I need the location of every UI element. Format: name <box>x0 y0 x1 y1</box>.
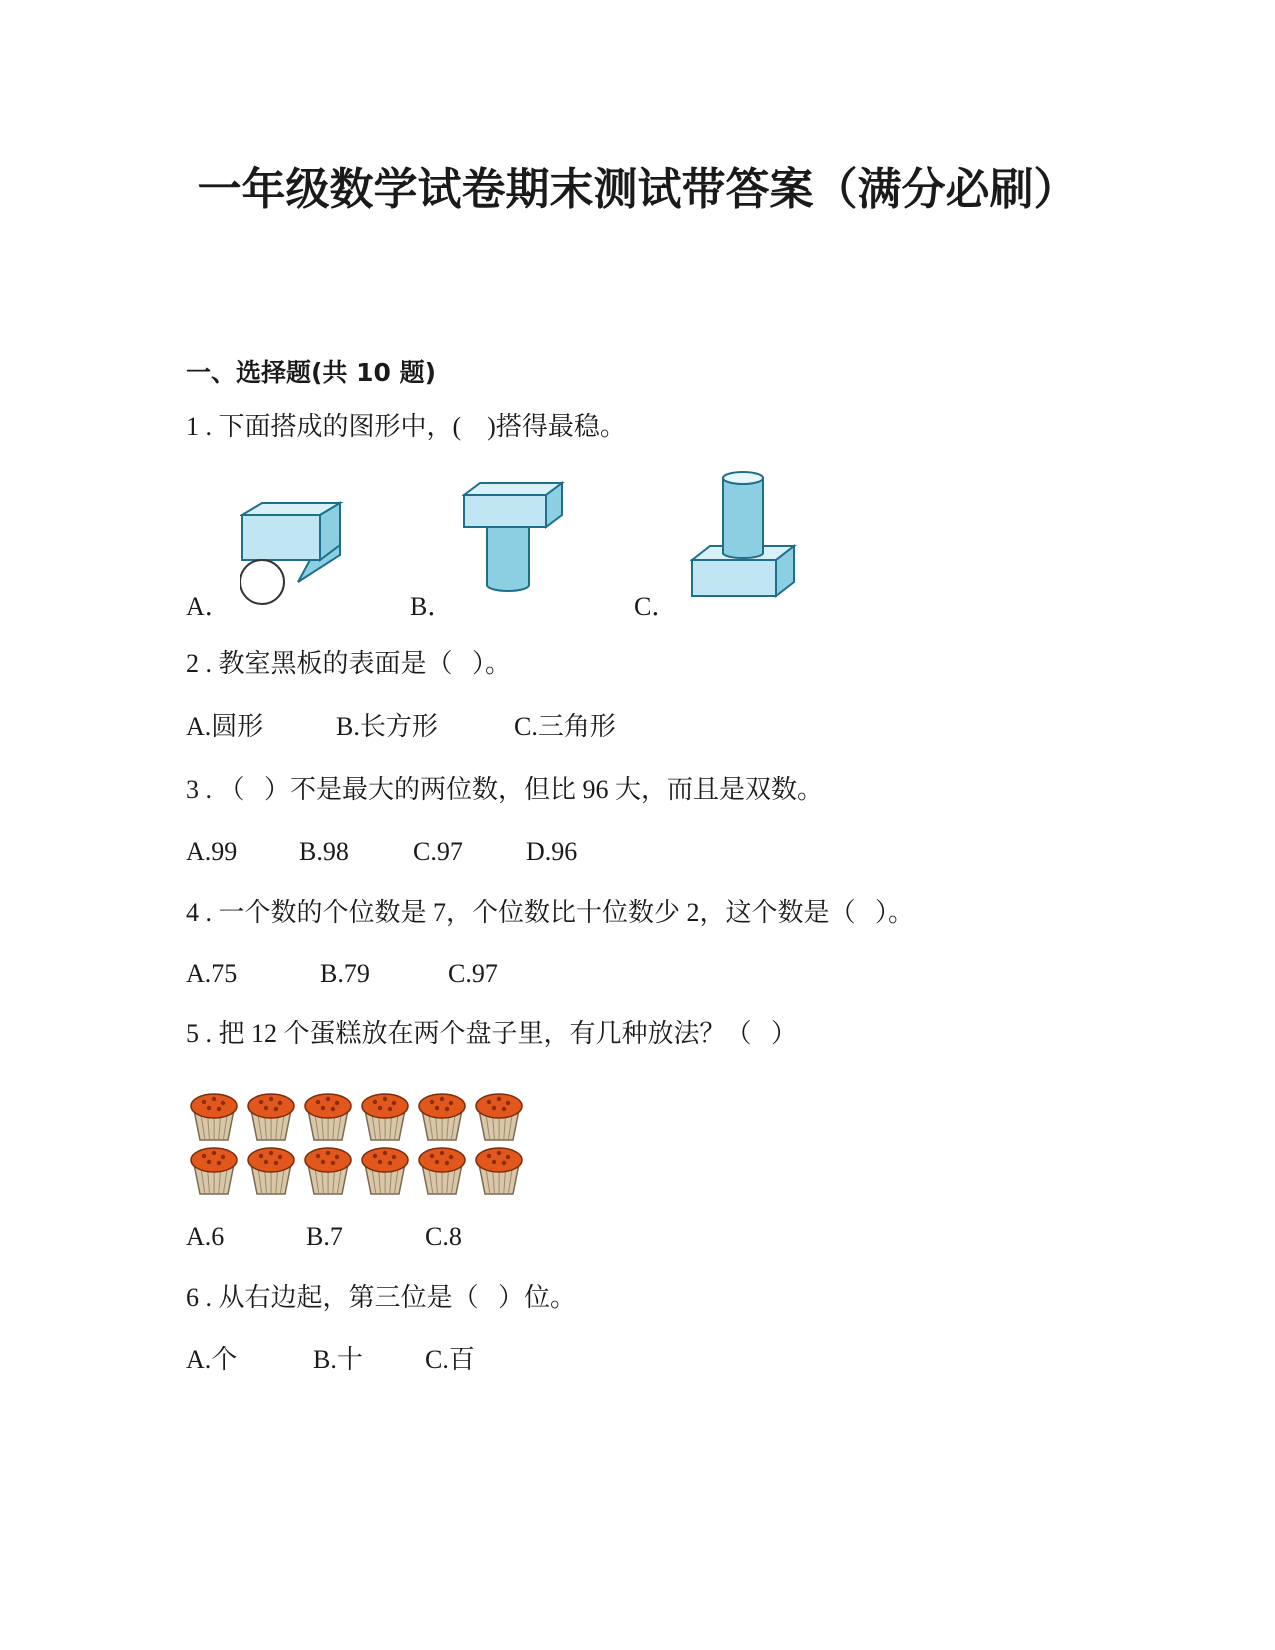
cake-icon <box>476 1148 522 1194</box>
q1c-cuboid-front <box>692 560 776 596</box>
q1-figure-a <box>240 500 365 610</box>
q1b-cuboid-front <box>464 495 546 527</box>
q3-option-a: A.99 <box>186 837 238 866</box>
q3-option-d: D.96 <box>526 837 578 866</box>
cake-icon <box>419 1148 465 1194</box>
q6-option-a: A.个 <box>186 1345 238 1374</box>
q3-option-c: C.97 <box>413 837 463 866</box>
q5-option-a: A.6 <box>186 1222 225 1251</box>
q1-option-a: A． <box>186 592 231 621</box>
cake-icon <box>362 1094 408 1140</box>
q1-option-c: C． <box>634 592 678 621</box>
question-2: 2 . 教室黑板的表面是（ ）。 <box>186 649 512 678</box>
q1-option-b: B． <box>410 592 454 621</box>
q5-option-b: B.7 <box>306 1222 343 1251</box>
cake-icon <box>248 1094 294 1140</box>
q2-option-a: A.圆形 <box>186 712 264 741</box>
question-5: 5 . 把 12 个蛋糕放在两个盘子里，有几种放法？（ ） <box>186 1019 798 1048</box>
q4-option-b: B.79 <box>320 959 370 988</box>
cake-icon <box>362 1148 408 1194</box>
q6-option-c: C.百 <box>425 1345 475 1374</box>
q4-option-a: A.75 <box>186 959 238 988</box>
q1b-cylinder-fill <box>488 532 528 585</box>
section-heading: 一、选择题(共 10 题) <box>186 358 437 387</box>
q1c-cylinder-top <box>723 472 763 484</box>
question-6: 6 . 从右边起，第三位是（ ）位。 <box>186 1283 577 1312</box>
q2-option-b: B.长方形 <box>336 712 438 741</box>
cake-icon <box>476 1094 522 1140</box>
q6-option-b: B.十 <box>313 1345 363 1374</box>
cake-icon <box>305 1094 351 1140</box>
cake-icon <box>305 1148 351 1194</box>
cake-icon <box>248 1148 294 1194</box>
question-4: 4 . 一个数的个位数是 7，个位数比十位数少 2，这个数是（ ）。 <box>186 898 915 927</box>
page-title: 一年级数学试卷期末测试带答案（满分必刷） <box>197 164 1078 215</box>
q4-option-c: C.97 <box>448 959 498 988</box>
q1a-cylinder-face <box>240 560 284 604</box>
q3-option-b: B.98 <box>299 837 349 866</box>
cake-icon <box>191 1094 237 1140</box>
q2-option-c: C.三角形 <box>514 712 616 741</box>
question-3: 3 . （ ）不是最大的两位数，但比 96 大，而且是双数。 <box>186 775 824 804</box>
cake-icon <box>191 1148 237 1194</box>
question-1: 1 . 下面搭成的图形中，( )搭得最稳。 <box>186 412 626 441</box>
q1a-cuboid-front <box>242 515 320 560</box>
q1-figure-c <box>690 470 805 605</box>
q1-figure-b <box>462 480 582 600</box>
q5-cakes-figure <box>186 1090 536 1200</box>
q1c-cylinder-fill <box>724 480 762 553</box>
cake-icon <box>419 1094 465 1140</box>
q5-option-c: C.8 <box>425 1222 462 1251</box>
